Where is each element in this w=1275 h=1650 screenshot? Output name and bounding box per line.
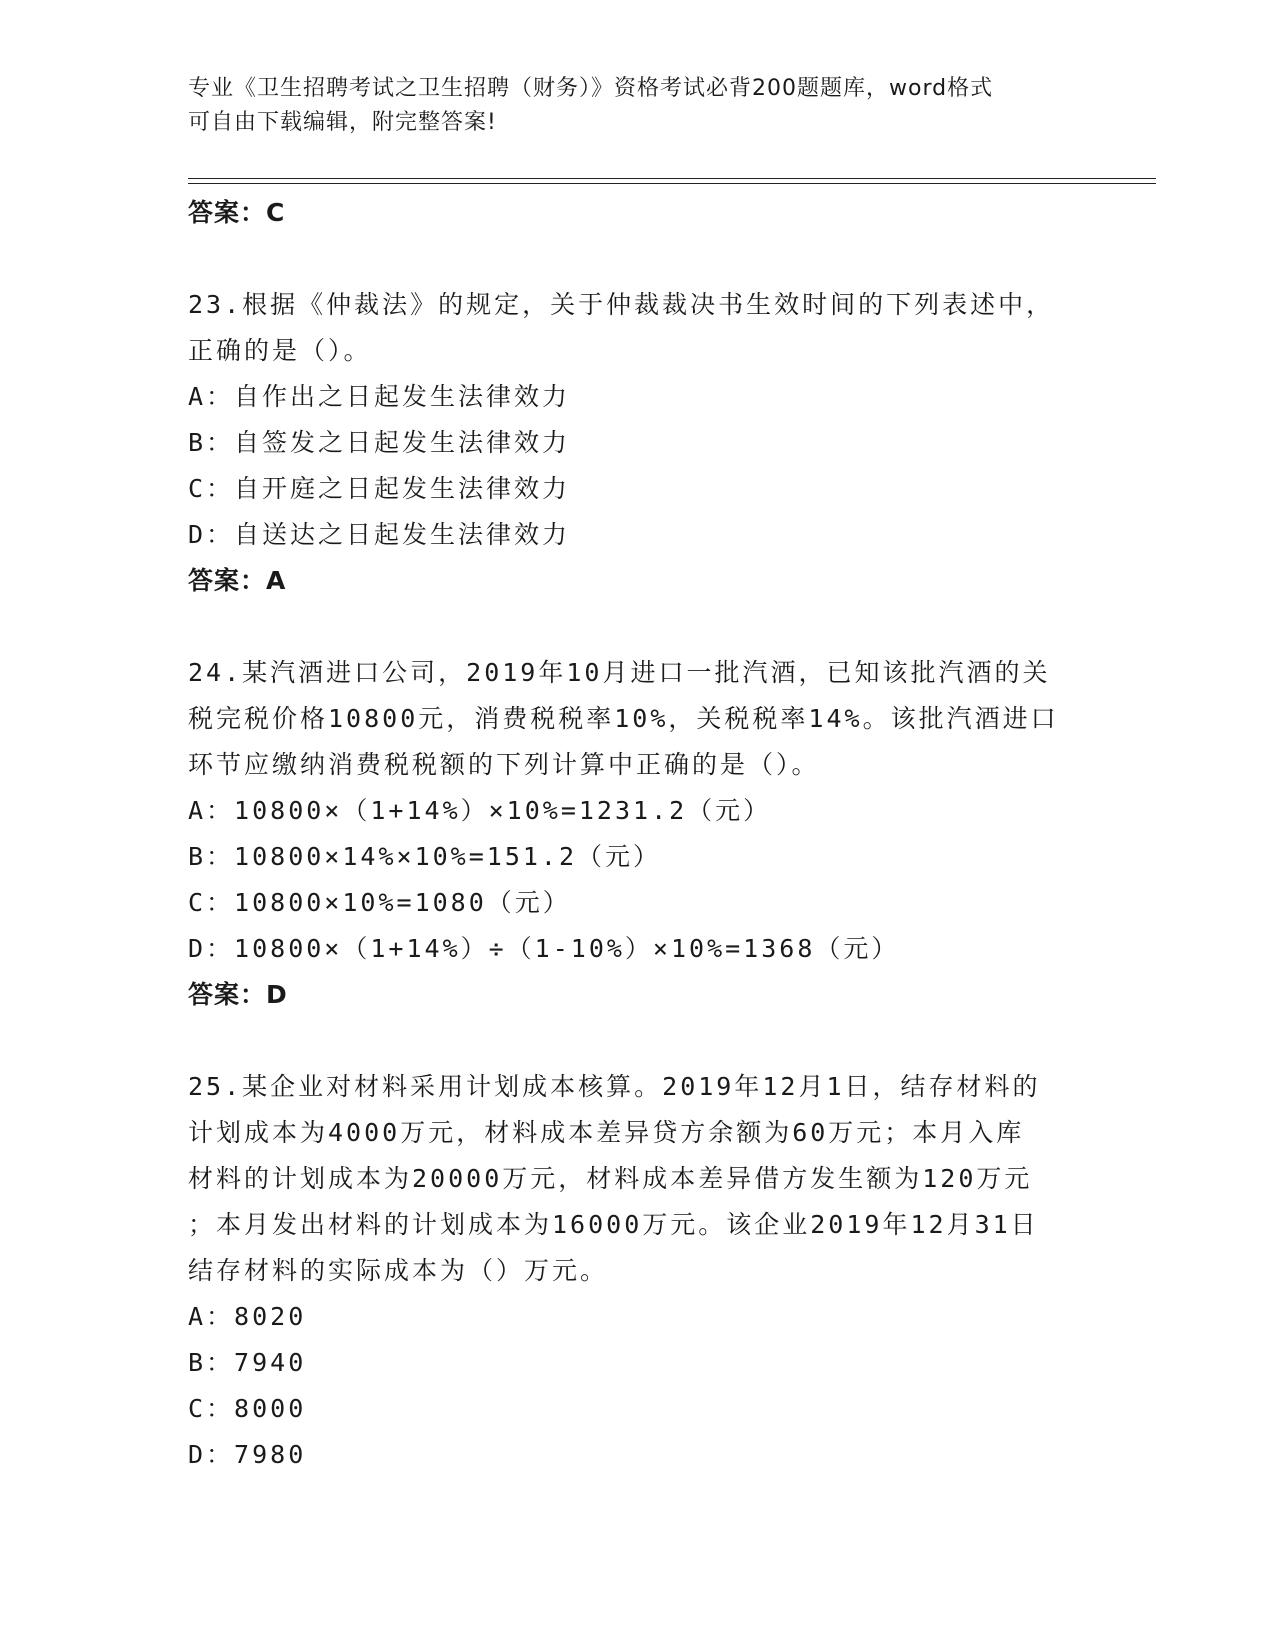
spacer (188, 604, 1088, 650)
answer-label: 答案：D (188, 980, 288, 1009)
answer-label: 答案：A (188, 566, 287, 595)
question-text: ；本月发出材料的计划成本为16000万元。该企业2019年12月31日 (188, 1210, 1039, 1239)
option-d: D：7980 (188, 1440, 307, 1469)
question-text: 计划成本为4000万元，材料成本差异贷方余额为60万元；本月入库 (188, 1118, 1025, 1147)
option-c: C：8000 (188, 1394, 307, 1423)
option-d: D：自送达之日起发生法律效力 (188, 520, 571, 549)
question-text: 材料的计划成本为20000万元，材料成本差异借方发生额为120万元 (188, 1164, 1033, 1193)
option-a: A：10800×（1+14%）×10%=1231.2（元） (188, 796, 772, 825)
option-a: A：自作出之日起发生法律效力 (188, 382, 571, 411)
header-divider (188, 178, 1156, 179)
question-content (188, 190, 1088, 1478)
header-line-1: 专业《卫生招聘考试之卫生招聘（财务）》资格考试必背200题题库，word格式 (188, 76, 994, 101)
spacer (188, 236, 1088, 282)
question-text: 24.某汽酒进口公司，2019年10月进口一批汽酒，已知该批汽酒的关 (188, 658, 1051, 687)
spacer (188, 1018, 1088, 1064)
question-block (188, 1064, 1088, 1478)
header-divider (188, 183, 1156, 184)
question-text: 23.根据《仲裁法》的规定，关于仲裁裁决书生效时间的下列表述中， (188, 290, 1055, 319)
option-b: B：10800×14%×10%=151.2（元） (188, 842, 662, 871)
option-c: C：10800×10%=1080（元） (188, 888, 571, 917)
header-line-2: 可自由下载编辑，附完整答案! (188, 110, 497, 135)
question-text: 税完税价格10800元，消费税税率10%，关税税率14%。该批汽酒进口 (188, 704, 1059, 733)
option-d: D：10800×（1+14%）÷（1-10%）×10%=1368（元） (188, 934, 900, 963)
question-block (188, 282, 1088, 604)
option-a: A：8020 (188, 1302, 307, 1331)
answer-label: 答案：C (188, 198, 286, 227)
option-b: B：自签发之日起发生法律效力 (188, 428, 571, 457)
question-text: 环节应缴纳消费税税额的下列计算中正确的是（）。 (188, 750, 820, 779)
option-c: C：自开庭之日起发生法律效力 (188, 474, 571, 503)
page-header (188, 72, 1088, 140)
question-block (188, 650, 1088, 1018)
option-b: B：7940 (188, 1348, 307, 1377)
question-text: 结存材料的实际成本为（）万元。 (188, 1256, 609, 1285)
question-text: 25.某企业对材料采用计划成本核算。2019年12月1日，结存材料的 (188, 1072, 1041, 1101)
question-text: 正确的是（）。 (188, 336, 372, 365)
